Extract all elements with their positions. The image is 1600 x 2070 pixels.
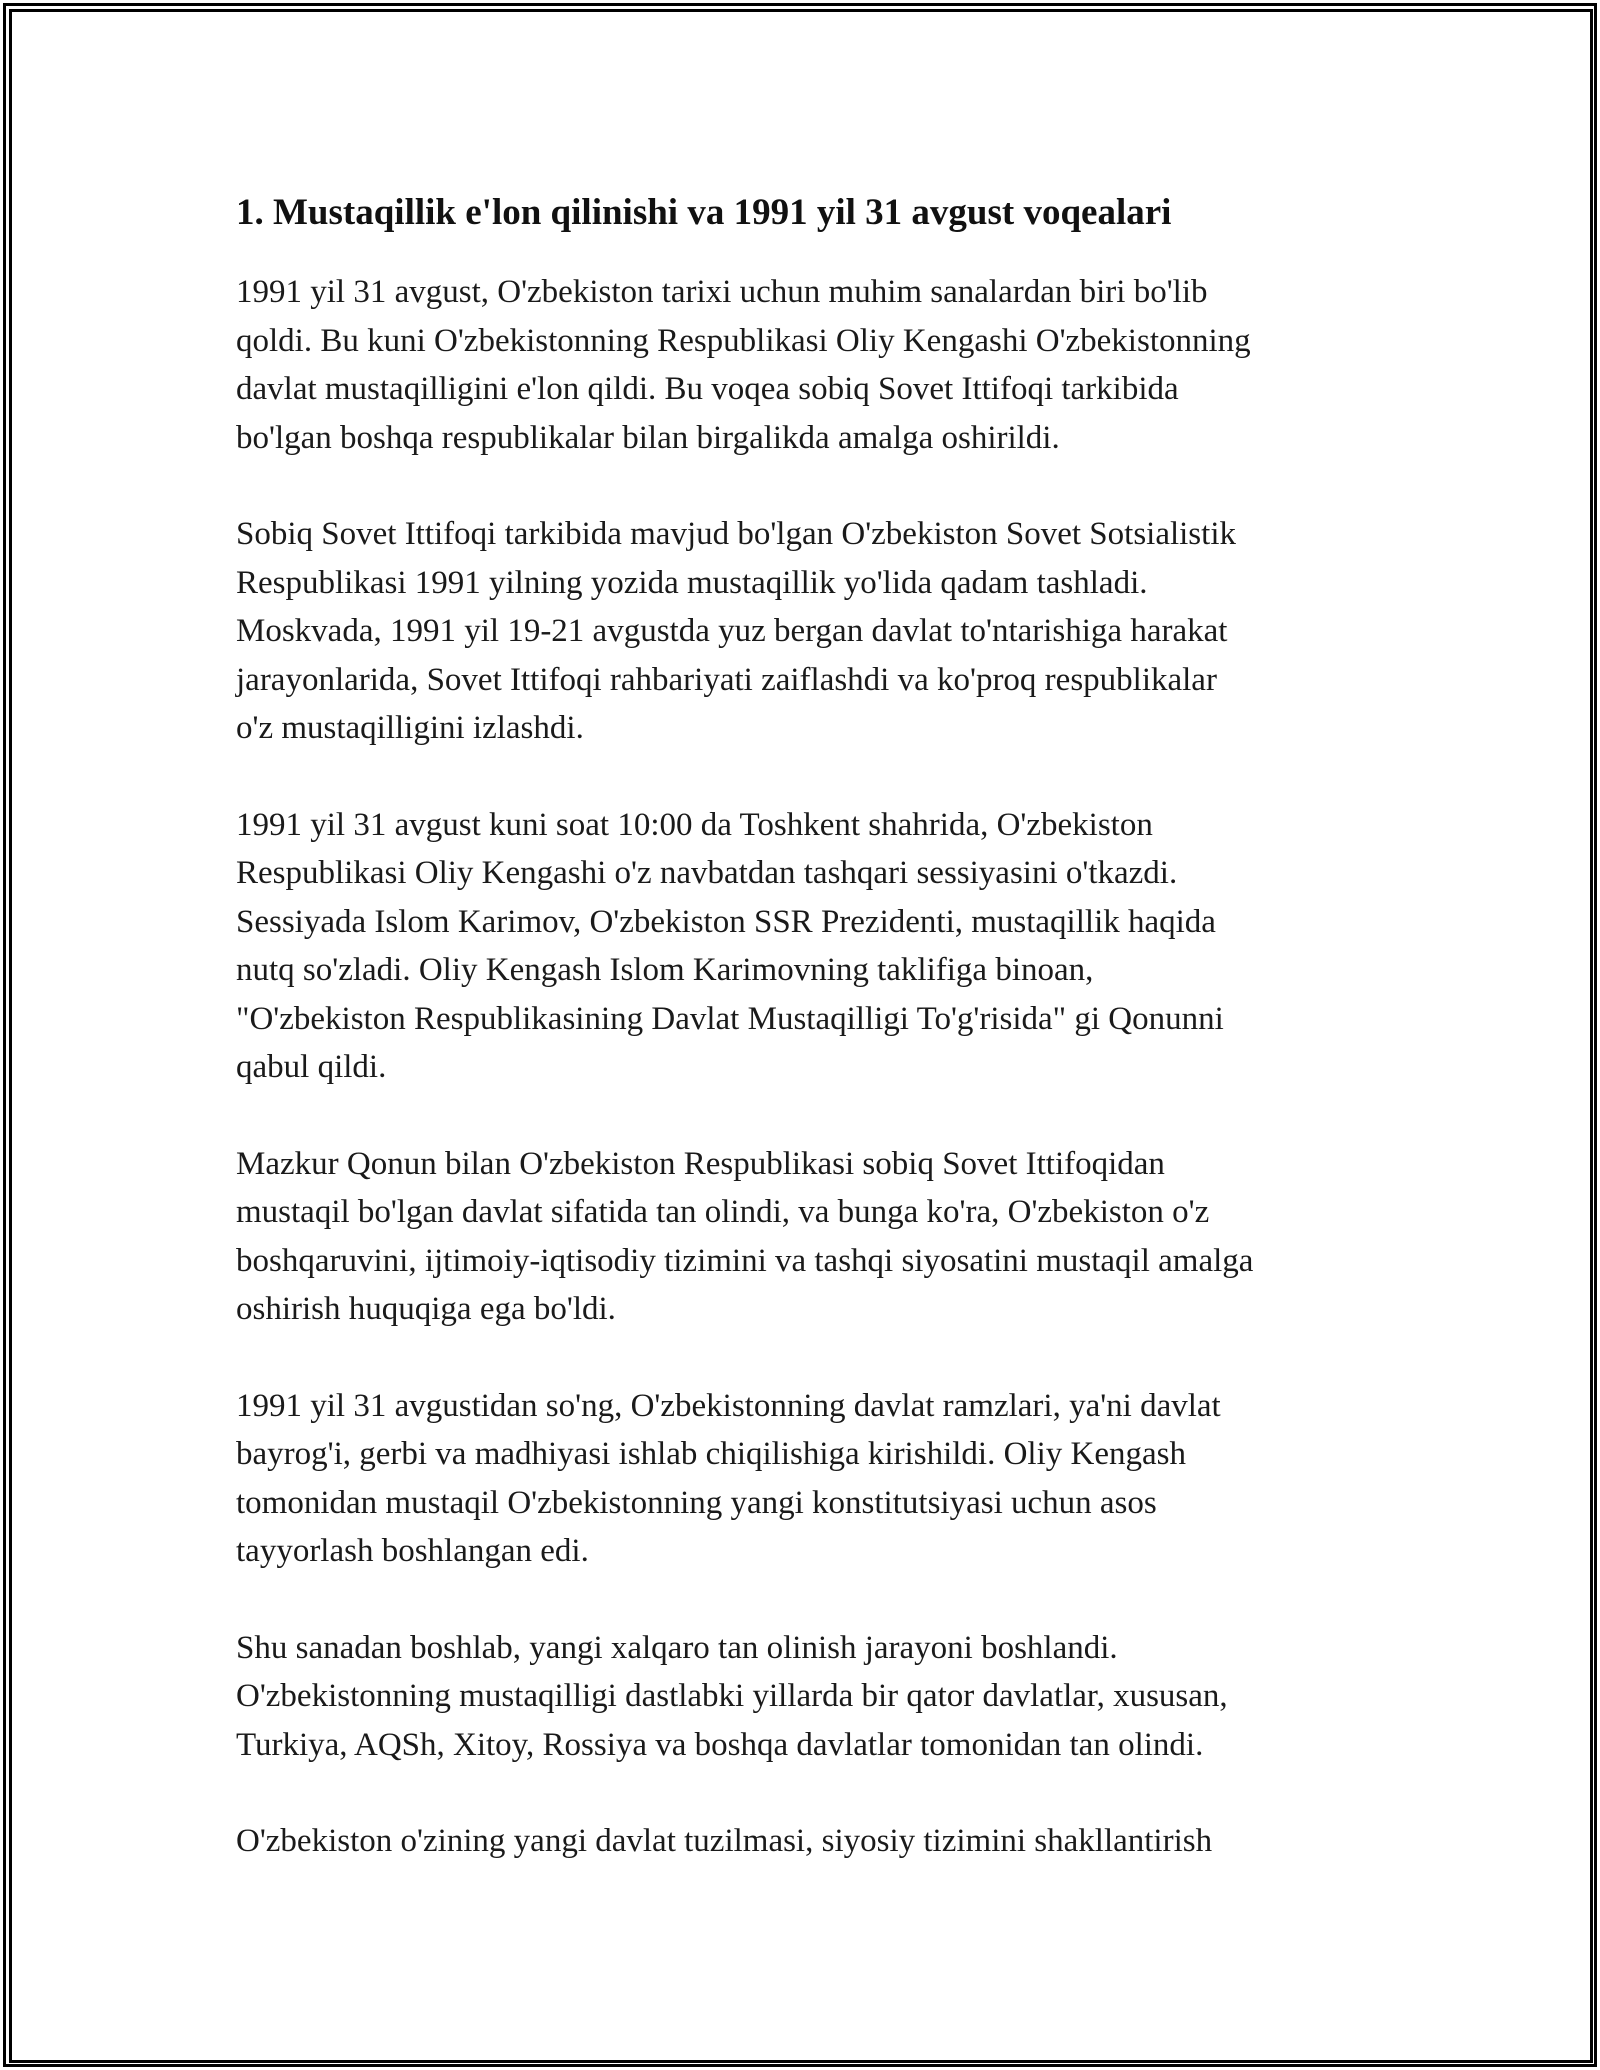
paragraph-line: tayyorlash boshlangan edi. bbox=[236, 1533, 589, 1569]
paragraph-line: davlat mustaqilligini e'lon qildi. Bu voqea sobiq Sovet Ittifoqi tarkibida bbox=[236, 371, 1179, 407]
paragraph-line: boshqaruvini, ijtimoiy-iqtisodiy tizimini va tashqi siyosatini mustaqil amalga bbox=[236, 1242, 1254, 1279]
paragraph-line: O'zbekistonning mustaqilligi dastlabki yillarda bir qator davlatlar, xususan, bbox=[236, 1678, 1228, 1714]
paragraph-line: bo'lgan boshqa respublikalar bilan birgalikda amalga oshirildi. bbox=[236, 419, 1060, 456]
paragraph-line: O'zbekiston o'zining yangi davlat tuzilmasi, siyosiy tizimini shakllantirish bbox=[236, 1823, 1213, 1859]
paragraph-line: qoldi. Bu kuni O'zbekistonning Respublikasi Oliy Kengashi O'zbekistonning bbox=[236, 322, 1251, 359]
paragraph-line: Sobiq Sovet Ittifoqi tarkibida mavjud bo'lgan O'zbekiston Sovet Sotsialistik bbox=[236, 516, 1236, 552]
paragraph-line: Respublikasi Oliy Kengashi o'z navbatdan tashqari sessiyasini o'tkazdi. bbox=[236, 855, 1178, 891]
paragraph-line: oshirish huquqiga ega bo'ldi. bbox=[236, 1291, 616, 1327]
paragraph-line: bayrog'i, gerbi va madhiyasi ishlab chiqilishiga kirishildi. Oliy Kengash bbox=[236, 1436, 1186, 1472]
paragraph-4 bbox=[236, 1140, 1376, 1334]
paragraph-2 bbox=[236, 510, 1376, 753]
paragraph-line: qabul qildi. bbox=[236, 1049, 387, 1085]
paragraph-line: Mazkur Qonun bilan O'zbekiston Respublikasi sobiq Sovet Ittifoqidan bbox=[236, 1145, 1165, 1182]
paragraph-line: 1991 yil 31 avgustidan so'ng, O'zbekistonning davlat ramzlari, ya'ni davlat bbox=[236, 1387, 1221, 1424]
paragraph-line: Turkiya, AQSh, Xitoy, Rossiya va boshqa davlatlar tomonidan tan olindi. bbox=[236, 1726, 1204, 1763]
paragraph-line: Sessiyada Islom Karimov, O'zbekiston SSR Prezidenti, mustaqillik haqida bbox=[236, 903, 1216, 940]
paragraph-7 bbox=[236, 1817, 1376, 1866]
paragraph-3 bbox=[236, 801, 1376, 1092]
paragraph-line: o'z mustaqilligini izlashdi. bbox=[236, 710, 584, 746]
document-body bbox=[236, 188, 1376, 1914]
paragraph-line: 1991 yil 31 avgust, O'zbekiston tarixi uchun muhim sanalardan biri bo'lib bbox=[236, 274, 1208, 310]
paragraph-line: mustaqil bo'lgan davlat sifatida tan olindi, va bunga ko'ra, O'zbekiston o'z bbox=[236, 1194, 1210, 1230]
paragraph-line: tomonidan mustaqil O'zbekistonning yangi konstitutsiyasi uchun asos bbox=[236, 1484, 1157, 1521]
paragraph-line: "O'zbekiston Respublikasining Davlat Mustaqilligi To'g'risida" gi Qonunni bbox=[236, 1000, 1224, 1037]
paragraph-line: Shu sanadan boshlab, yangi xalqaro tan olinish jarayoni boshlandi. bbox=[236, 1629, 1118, 1666]
paragraph-6 bbox=[236, 1624, 1376, 1770]
paragraph-line: nutq so'zladi. Oliy Kengash Islom Karimovning taklifiga binoan, bbox=[236, 952, 1094, 988]
paragraph-line: 1991 yil 31 avgust kuni soat 10:00 da Toshkent shahrida, O'zbekiston bbox=[236, 806, 1153, 843]
paragraph-1 bbox=[236, 268, 1376, 462]
section-heading: 1. Mustaqillik e'lon qilinishi va 1991 yil 31 avgust voqealari bbox=[236, 192, 1172, 233]
paragraph-line: jarayonlarida, Sovet Ittifoqi rahbariyati zaiflashdi va ko'proq respublikalar bbox=[236, 661, 1217, 698]
paragraph-line: Respublikasi 1991 yilning yozida mustaqillik yo'lida qadam tashladi. bbox=[236, 564, 1148, 601]
paragraph-5 bbox=[236, 1382, 1376, 1576]
paragraph-line: Moskvada, 1991 yil 19-21 avgustda yuz bergan davlat to'ntarishiga harakat bbox=[236, 613, 1228, 649]
